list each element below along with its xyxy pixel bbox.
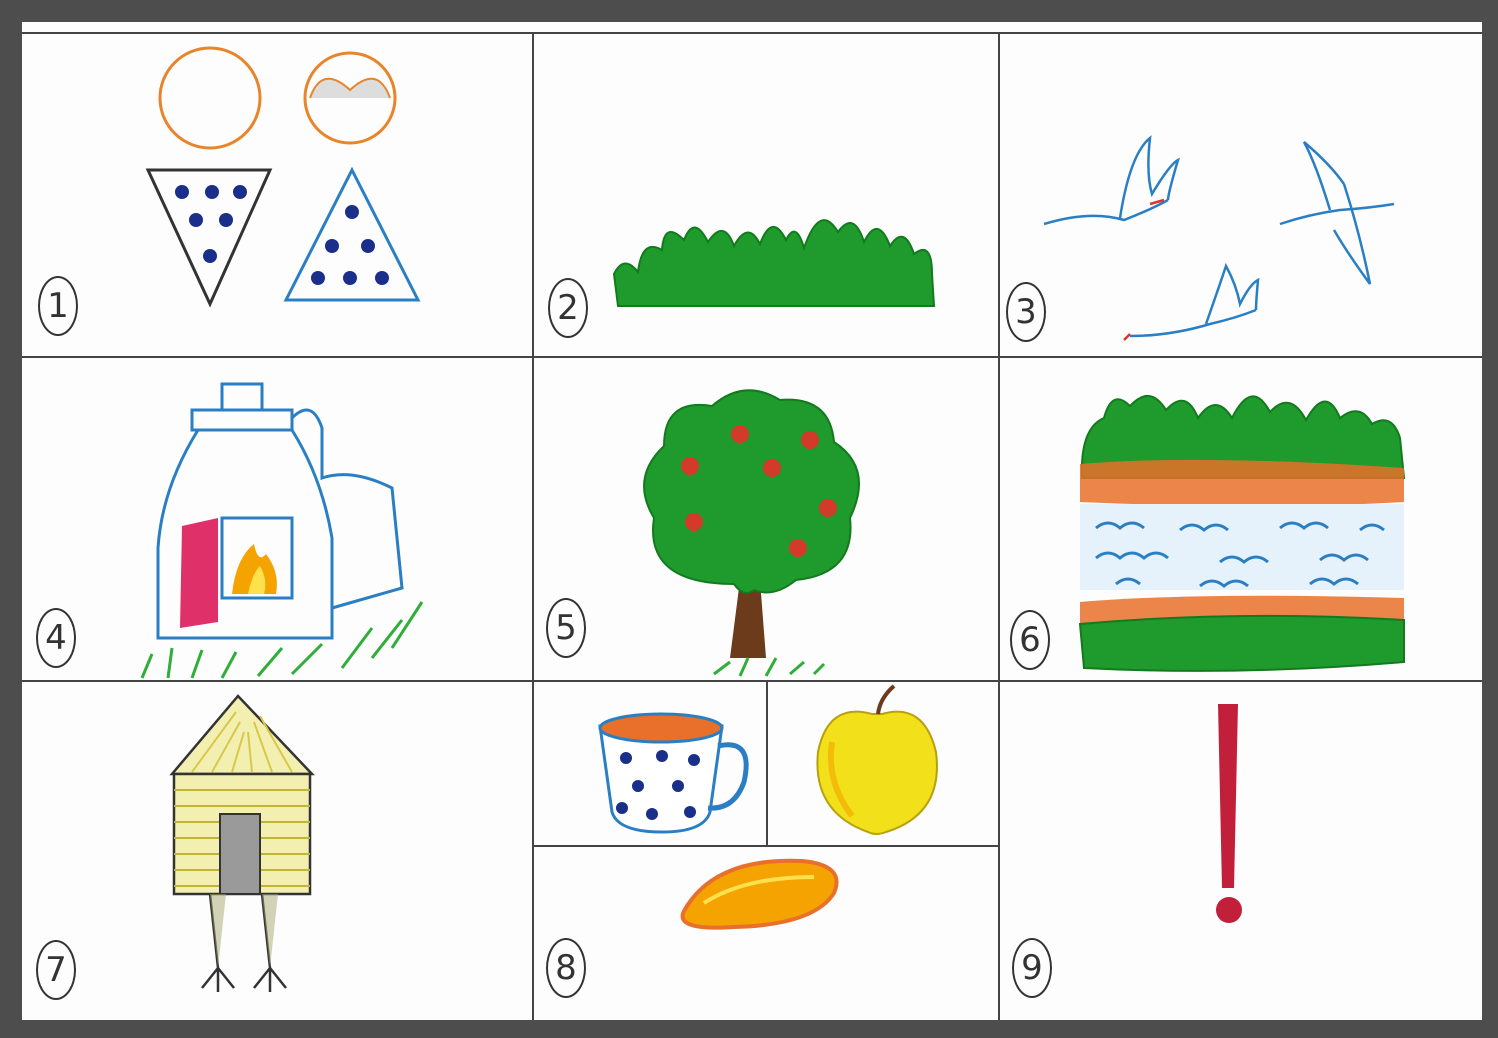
apple-icon [768,682,998,845]
stove-icon [22,358,532,680]
panel-6 [1000,358,1482,680]
panel-3 [1000,34,1482,356]
panel-number: 9 [1012,938,1052,998]
circles-and-triangles-icon [22,34,532,356]
panel-5 [534,358,998,680]
story-card-sheet [22,22,1482,1020]
panel-4 [22,358,532,680]
panel-2 [534,34,998,356]
pie-icon [534,847,998,1022]
panel-number: 6 [1010,610,1050,670]
panel-9 [1000,682,1482,1020]
flying-geese-icon [1000,34,1482,356]
panel-number: 2 [548,278,588,338]
panel-number: 1 [38,276,78,336]
panel-number: 5 [546,598,586,658]
panel-number: 3 [1006,282,1046,342]
exclamation-mark-icon [1000,682,1482,1020]
river-with-banks-icon [1000,358,1482,680]
panel-1 [22,34,532,356]
hut-on-chicken-legs-icon [22,682,532,1020]
apple-tree-icon [534,358,998,680]
panel-number: 8 [546,938,586,998]
panel-number: 4 [36,608,76,668]
cup-icon [534,682,766,845]
panel-7 [22,682,532,1020]
panel-8 [534,682,998,1020]
panel-number: 7 [36,940,76,1000]
grass-icon [534,34,998,356]
